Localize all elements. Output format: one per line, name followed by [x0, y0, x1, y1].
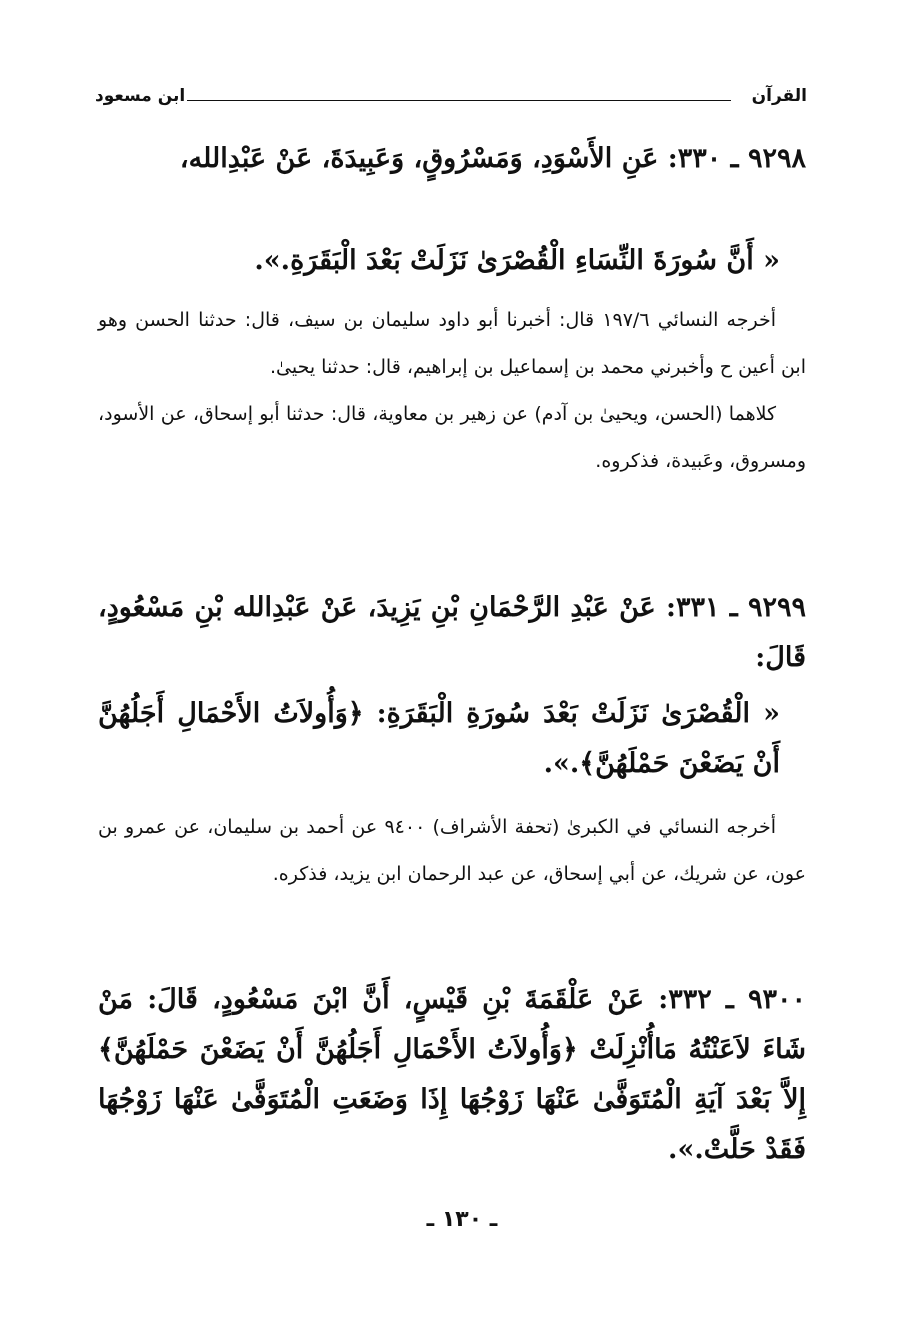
hadith-matn-9298 — [98, 236, 806, 286]
hadith-number: ٩٢٩٨ ـ ٣٣٠: — [667, 143, 806, 174]
takhrij-9298 — [98, 297, 806, 485]
takhrij-9299 — [98, 804, 806, 898]
hadith-number: ٩٢٩٩ ـ ٣٣١: — [666, 592, 806, 623]
takhrij-paragraph: أخرجه النسائي في الكبرىٰ (تحفة الأشراف) ٩٤٠٠ عن أحمد بن سليمان، عن عمرو بن عون، عن شريك، عن أبي إسحاق، عن عبد الرحمان ابن يزيد، فذكره. — [98, 816, 806, 885]
hadith-matn-9299 — [98, 689, 806, 789]
header-rule — [187, 100, 731, 101]
header-book-title: القرآن — [751, 86, 807, 106]
isnad-text: عَنْ عَلْقَمَةَ بْنِ قَيْسٍ، أَنَّ ابْنَ مَسْعُودٍ، قَالَ: مَنْ شَاءَ لاَعَنْتُهُ مَاأُنْزِلَتْ ﴿وَأُولاَتُ الأَحْمَالِ أَجَلُهُنَّ أَنْ يَضَعْنَ حَمْلَهُنَّ﴾ إِلاَّ بَعْدَ آيَةِ الْمُتَوَفَّىٰ عَنْهَا زَوْجُهَا إِذَا وَضَعَتِ الْمُتَوَفَّىٰ عَنْهَا زَوْجُهَا فَقَدْ حَلَّتْ.». — [98, 984, 806, 1165]
header-section-title: ابن مسعود — [95, 86, 186, 106]
hadith-entry-9299 — [98, 583, 806, 683]
hadith-entry-9298 — [98, 134, 806, 184]
matn-text: « الْقُصْرَىٰ نَزَلَتْ بَعْدَ سُورَةِ الْبَقَرَةِ: ﴿وَأُولاَتُ الأَحْمَالِ أَجَلُهُنَّ أَنْ يَضَعْنَ حَمْلَهُنَّ﴾.». — [98, 698, 780, 779]
takhrij-paragraph: كلاهما (الحسن، ويحيىٰ بن آدم) عن زهير بن معاوية، قال: حدثنا أبو إسحاق، عن الأسود، ومسروق، وعَبيدة، فذكروه. — [98, 403, 806, 472]
hadith-isnad — [98, 583, 806, 683]
matn-text: « أَنَّ سُورَةَ النِّسَاءِ الْقُصْرَىٰ نَزَلَتْ بَعْدَ الْبَقَرَةِ.». — [254, 245, 780, 276]
hadith-isnad — [98, 134, 806, 184]
running-header — [95, 86, 807, 114]
hadith-number: ٩٣٠٠ ـ ٣٣٢: — [658, 984, 807, 1015]
page-number: ـ ١٣٠ ـ — [426, 1207, 498, 1232]
isnad-text: عَنِ الأَسْوَدِ، وَمَسْرُوقٍ، وَعَبِيدَةَ، عَنْ عَبْدِالله، — [179, 143, 659, 174]
takhrij-paragraph: أخرجه النسائي ١٩٧/٦ قال: أخبرنا أبو داود سليمان بن سيف، قال: حدثنا الحسن وهو ابن أعين ح وأخبرني محمد بن إسماعيل بن إبراهيم، قال: حدثنا يحيىٰ. — [98, 309, 806, 378]
isnad-text: عَنْ عَبْدِ الرَّحْمَانِ بْنِ يَزِيدَ، عَنْ عَبْدِالله بْنِ مَسْعُودٍ، قَالَ: — [98, 592, 806, 673]
hadith-entry-9300 — [98, 975, 806, 1175]
hadith-isnad — [98, 975, 806, 1175]
